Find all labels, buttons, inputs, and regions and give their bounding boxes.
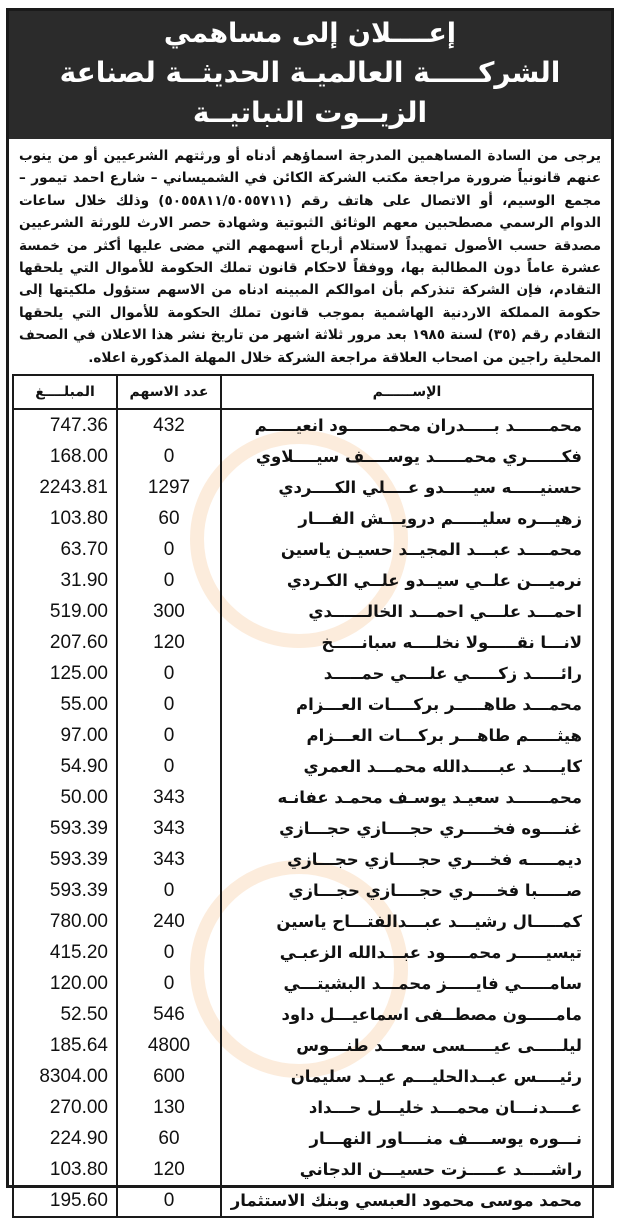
shares-header: عدد الاسهم	[117, 375, 221, 409]
table-row	[13, 409, 593, 441]
table-row	[13, 1185, 593, 1217]
shares-cell: 600	[117, 1061, 221, 1092]
amount-cell: 195.60	[13, 1185, 117, 1217]
name-cell: كايـــــد عبـــــدالله محمـــد العمري	[221, 751, 593, 782]
amount-cell: 50.00	[13, 782, 117, 813]
amount-cell: 168.00	[13, 441, 117, 472]
amount-cell: 8304.00	[13, 1061, 117, 1092]
shares-cell: 4800	[117, 1030, 221, 1061]
amount-header: المبلــــغ	[13, 375, 117, 409]
name-cell: ديمـــــه فخـــري حجــــازي حجـــازي	[221, 844, 593, 875]
table-row	[13, 689, 593, 720]
table-row	[13, 875, 593, 906]
shares-cell: 60	[117, 1123, 221, 1154]
table-row	[13, 1092, 593, 1123]
amount-cell: 52.50	[13, 999, 117, 1030]
amount-cell: 185.64	[13, 1030, 117, 1061]
name-cell: محمــــــد بـــــدران محمـــــــود انعيـــــم	[221, 409, 593, 441]
shares-cell: 0	[117, 751, 221, 782]
name-cell: محمــــد عبـــد المجيــد حسيـن ياسين	[221, 534, 593, 565]
table-row	[13, 782, 593, 813]
shares-cell: 60	[117, 503, 221, 534]
name-cell: غنــــوه فخـــــري حجــــازي حجـــازي	[221, 813, 593, 844]
amount-cell: 2243.81	[13, 472, 117, 503]
name-cell: زهيـــره سليـــــم درويـــش الفـــار	[221, 503, 593, 534]
shares-cell: 120	[117, 1154, 221, 1185]
shares-cell: 300	[117, 596, 221, 627]
name-header: الإســــــم	[221, 375, 593, 409]
shareholders-table	[12, 374, 594, 1218]
table-row	[13, 472, 593, 503]
name-cell: رئيــــس عبــدالحليـــم عيــد سليمان	[221, 1061, 593, 1092]
name-cell: محمد موسى محمود العبسي وبنك الاستثمار	[221, 1185, 593, 1217]
table-row	[13, 1123, 593, 1154]
shares-cell: 0	[117, 937, 221, 968]
shares-cell: 546	[117, 999, 221, 1030]
shares-cell: 1297	[117, 472, 221, 503]
shares-cell: 0	[117, 875, 221, 906]
name-cell: تيسيـــــر محمــــود عبـــدالله الزعبـي	[221, 937, 593, 968]
name-cell: فكــــــري محمـــــد يوســــف سيــــلاوي	[221, 441, 593, 472]
amount-cell: 747.36	[13, 409, 117, 441]
announcement-title: إعــــلان إلى مساهمي	[163, 18, 457, 49]
amount-cell: 593.39	[13, 813, 117, 844]
name-cell: محمـــد طاهـــــر بركــــات العـــزام	[221, 689, 593, 720]
shares-cell: 343	[117, 782, 221, 813]
amount-cell: 31.90	[13, 565, 117, 596]
table-row	[13, 937, 593, 968]
amount-cell: 125.00	[13, 658, 117, 689]
name-cell: عــــدنـــان محمـــد خليـــل حـــداد	[221, 1092, 593, 1123]
amount-cell: 55.00	[13, 689, 117, 720]
table-row	[13, 844, 593, 875]
table-row	[13, 813, 593, 844]
table-row	[13, 441, 593, 472]
amount-cell: 103.80	[13, 503, 117, 534]
name-cell: مامـــــون مصطــفى اسماعيـــل داود	[221, 999, 593, 1030]
name-cell: نـــوره يوســــف منــــاور النهـــار	[221, 1123, 593, 1154]
name-cell: رائـــــد زكـــــي علــــي حمـــــد	[221, 658, 593, 689]
table-row	[13, 1154, 593, 1185]
amount-cell: 780.00	[13, 906, 117, 937]
name-cell: حسنيـــــه سيـــــدو عــــلي الكــــردي	[221, 472, 593, 503]
amount-cell: 54.90	[13, 751, 117, 782]
shares-cell: 0	[117, 534, 221, 565]
amount-cell: 415.20	[13, 937, 117, 968]
amount-cell: 103.80	[13, 1154, 117, 1185]
name-cell: لانـــا نقـــــولا نخلــــه سبانـــــخ	[221, 627, 593, 658]
announcement-header	[9, 11, 611, 139]
name-cell: كمـــــال رشيـــد عبـــدالفتـــاح ياسين	[221, 906, 593, 937]
amount-cell: 207.60	[13, 627, 117, 658]
shares-cell: 130	[117, 1092, 221, 1123]
shares-cell: 343	[117, 844, 221, 875]
table-row	[13, 534, 593, 565]
name-cell: محمــــــد سعيـد يوسـف محمـد عفانـه	[221, 782, 593, 813]
table-row	[13, 658, 593, 689]
table-row	[13, 503, 593, 534]
name-cell: هيثـــــم طاهـــر بركـــات العـــزام	[221, 720, 593, 751]
table-row	[13, 751, 593, 782]
name-cell: راشـــــد عـــــزت حسيـــن الدجاني	[221, 1154, 593, 1185]
announcement-body: يرجى من السادة المساهمين المدرجة اسماؤهم أدناه أو ورثتهم الشرعيين أو من ينوب عنهم قانونياً ضرورة مراجعة مكتب الشركة الكائن في الشميساني – شارع احمد تيمور – مجمع الوسيم، أو الاتصال على هاتف رقم (٥٠٥٥٨١١/٥٠٥٥٧١١) وذلك خلال ساعات الدوام الرسمي مصطحبين معهم الوثائق الثبوتية وشهادة حصر الارث للورثة الشرعيين مصدقة حسب الأصول تمهيداً لاستلام أرباح أسهمهم التي مضى عليها أكثر من خمسة عشرة عاماً دون المطالبة بها، ووفقاً لاحكام قانون تملك الحكومة للأموال التي يلحقها التقادم، فإن الشركة تنذركم بأن اموالكم المبينه ادناه من الاسهم ستؤول ملكيتها إلى حكومة المملكة الاردنية الهاشمية بموجب قانون تملك الحكومة للأموال التي يلحقها التقادم رقم (٣٥) لسنة ١٩٨٥ بعد مرور ثلاثة اشهر من تاريخ نشر هذا الاعلان في الصحف المحلية راجين من اصحاب العلاقة مراجعة الشركة خلال المهلة المذكورة اعلاه.	[19, 148, 601, 366]
table-row	[13, 999, 593, 1030]
shares-cell: 240	[117, 906, 221, 937]
amount-cell: 270.00	[13, 1092, 117, 1123]
amount-cell: 63.70	[13, 534, 117, 565]
amount-cell: 593.39	[13, 875, 117, 906]
shares-cell: 0	[117, 968, 221, 999]
shares-cell: 432	[117, 409, 221, 441]
table-row	[13, 1030, 593, 1061]
shares-cell: 0	[117, 1185, 221, 1217]
table-row	[13, 627, 593, 658]
name-cell: احمـــد علـــي احمـــد الخالــــــدي	[221, 596, 593, 627]
table-row	[13, 968, 593, 999]
table-row	[13, 1061, 593, 1092]
name-cell: صـــــبا فخــــري حجــــازي حجـــازي	[221, 875, 593, 906]
table-header-row	[13, 375, 593, 409]
amount-cell: 97.00	[13, 720, 117, 751]
name-cell: سامـــــي فايـــــز محمـــد البشيتـــي	[221, 968, 593, 999]
name-cell: نرميـــن علــي سيــدو علــي الكـردي	[221, 565, 593, 596]
amount-cell: 519.00	[13, 596, 117, 627]
company-name: الشركـــــة العالميـة الحديثــة لصناعة الزيــوت النباتيــة	[59, 56, 561, 129]
shares-cell: 0	[117, 689, 221, 720]
shares-cell: 120	[117, 627, 221, 658]
shares-cell: 0	[117, 441, 221, 472]
table-row	[13, 906, 593, 937]
shares-cell: 0	[117, 565, 221, 596]
amount-cell: 224.90	[13, 1123, 117, 1154]
table-row	[13, 596, 593, 627]
name-cell: ليلـــــى عيـــــسى سعـــد طنـــوس	[221, 1030, 593, 1061]
amount-cell: 120.00	[13, 968, 117, 999]
table-row	[13, 720, 593, 751]
table-row	[13, 565, 593, 596]
shares-cell: 0	[117, 720, 221, 751]
shares-cell: 343	[117, 813, 221, 844]
amount-cell: 593.39	[13, 844, 117, 875]
shares-cell: 0	[117, 658, 221, 689]
